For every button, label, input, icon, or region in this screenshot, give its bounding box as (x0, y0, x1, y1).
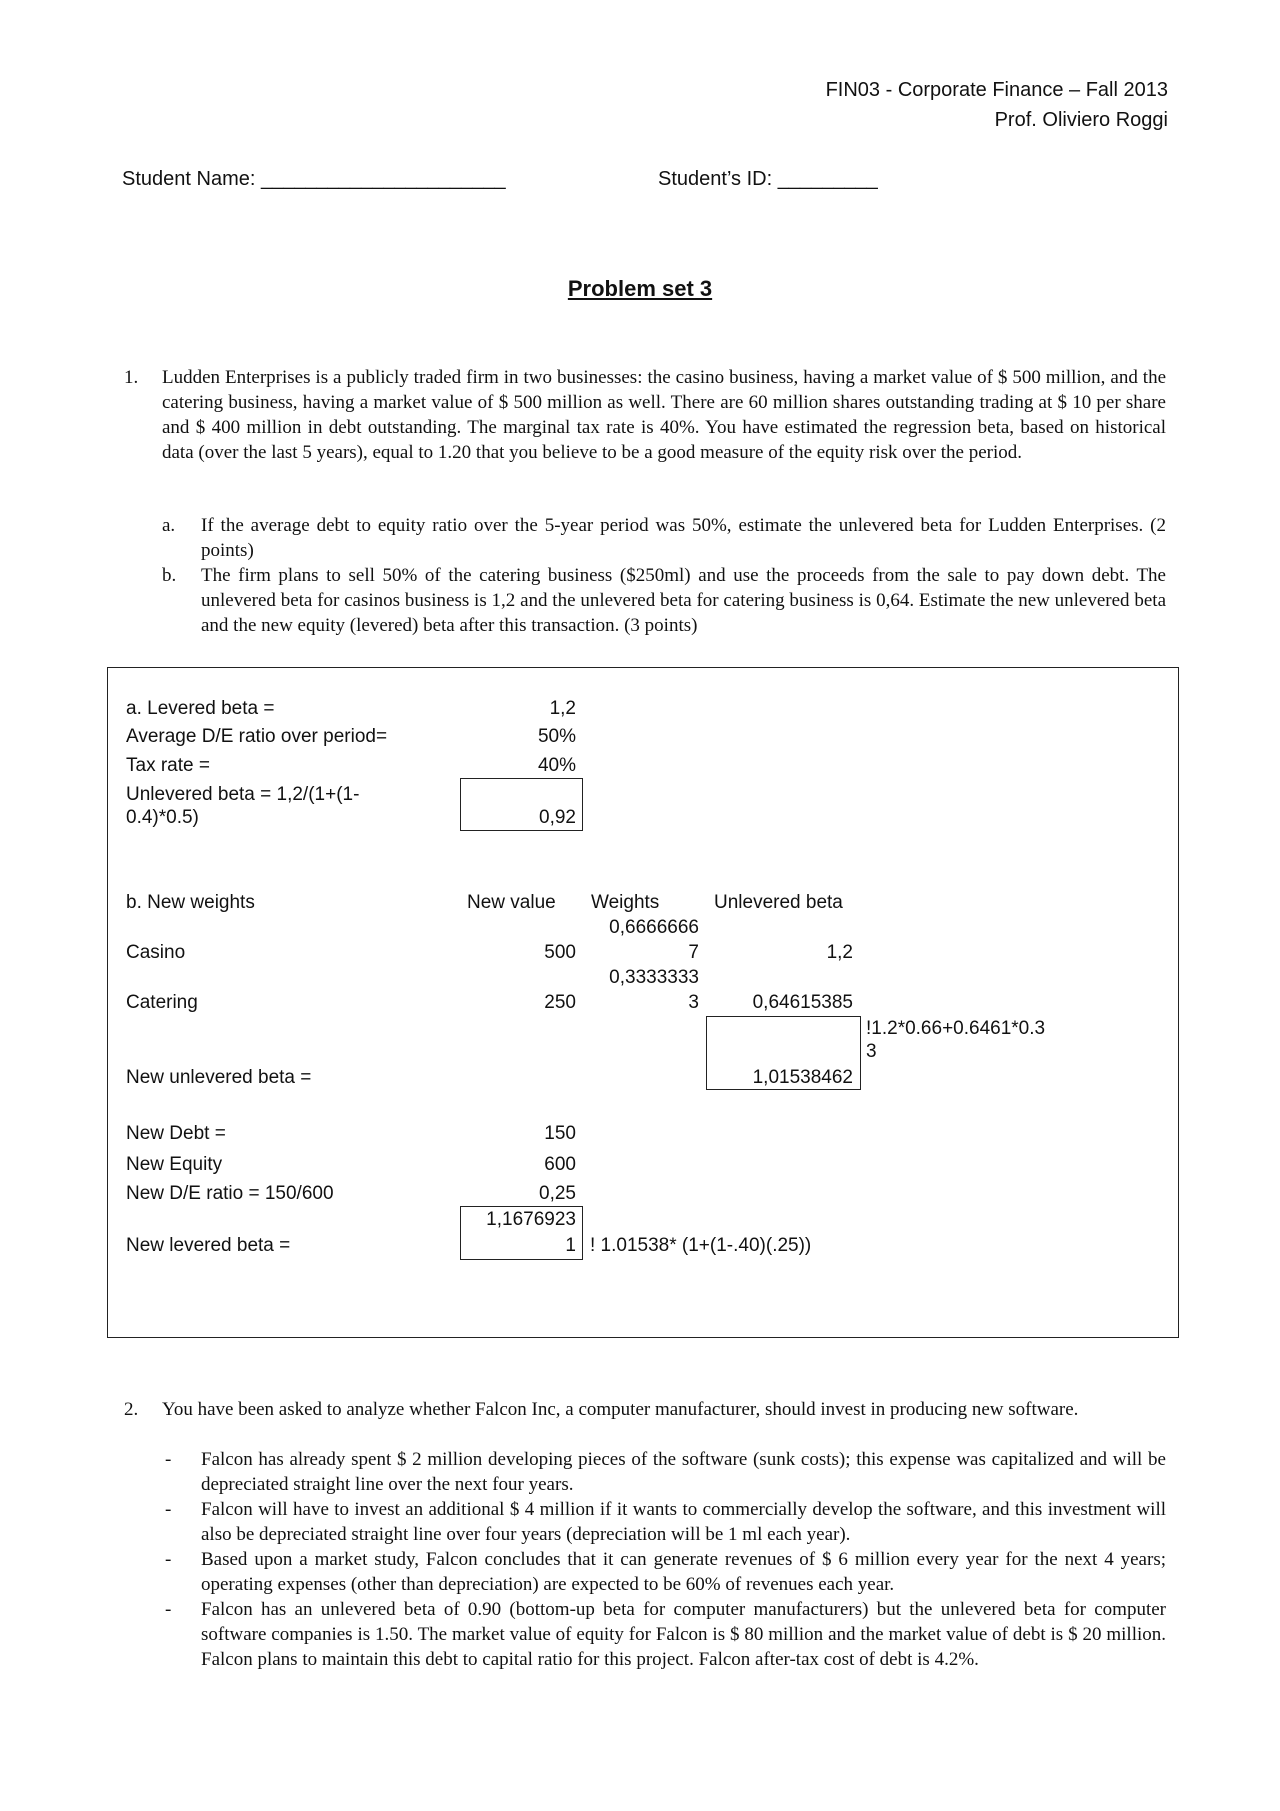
problem-1-number: 1. (124, 367, 139, 388)
catering-value: 250 (544, 992, 576, 1013)
problem-2-number: 2. (124, 1399, 139, 1420)
unlevered-beta-note-line1: !1.2*0.66+0.6461*0.3 (866, 1018, 1046, 1039)
catering-weight-line1: 0,3333333 (609, 967, 699, 988)
problem-2-bullet-2: Falcon will have to invest an additional $ 4 million if it wants to commercially develop the software, and this investment will also be depreciated straight line over four years (depreciation will be 1 ml each year). (201, 1499, 1166, 1545)
new-unlevered-beta-label: New unlevered beta = (126, 1067, 312, 1088)
casino-unlevered-beta: 1,2 (826, 942, 853, 963)
average-de-value: 50% (537, 726, 576, 747)
professor-header: Prof. Oliviero Roggi (994, 109, 1168, 131)
new-debt-label: New Debt = (126, 1123, 226, 1144)
levered-beta-value: 1,2 (549, 698, 576, 719)
casino-value: 500 (544, 942, 576, 963)
problem-2-bullet-1: Falcon has already spent $ 2 million developing pieces of the software (sunk costs); this expense was capitalized and will be depreciated straight line over the next four years. (201, 1449, 1166, 1495)
problem-1b-letter: b. (162, 565, 177, 586)
catering-weight-line2: 3 (688, 992, 699, 1013)
page-title: Problem set 3 (567, 276, 713, 301)
average-de-label: Average D/E ratio over period= (126, 726, 388, 747)
unlevered-beta-value: 0,92 (539, 807, 576, 828)
problem-1a-text: If the average debt to equity ratio over the 5-year period was 50%, estimate the unlevered beta for Ludden Enterprises. (2 points) (201, 515, 1166, 561)
student-name-field[interactable]: Student Name: ______________________ (122, 168, 506, 190)
new-levered-beta-label: New levered beta = (126, 1235, 291, 1256)
new-levered-beta-value-line2: 1 (565, 1235, 576, 1256)
unlevered-beta-label-line2: 0.4)*0.5) (126, 807, 199, 828)
catering-unlevered-beta: 0,64615385 (752, 992, 853, 1013)
new-equity-label: New Equity (126, 1154, 223, 1175)
bullet-dash: - (165, 1449, 172, 1470)
new-levered-beta-value-line1: 1,1676923 (486, 1209, 576, 1230)
unlevered-beta-note-line2: 3 (866, 1041, 877, 1062)
new-equity-value: 600 (544, 1154, 576, 1175)
tax-rate-label: Tax rate = (126, 755, 210, 776)
new-levered-beta-note: ! 1.01538* (1+(1-.40)(.25)) (590, 1235, 812, 1256)
levered-beta-label: a. Levered beta = (126, 698, 275, 719)
problem-1b-text: The firm plans to sell 50% of the catering business ($250ml) and use the proceeds from the sale to pay down debt. The unlevered beta for casinos business is 1,2 and the unlevered beta for catering business is 0,64. Estimate the new unlevered beta and the new equity (levered) beta after this transaction. (3 points) (201, 565, 1166, 636)
student-id-field[interactable]: Student’s ID: _________ (658, 168, 878, 190)
column-weights: Weights (591, 892, 660, 913)
problem-2-bullet-4: Falcon has an unlevered beta of 0.90 (bottom-up beta for computer manufacturers) but the unlevered beta for computer software companies is 1.50. The market value of equity for Falcon is $ 80 million and the market value of debt is $ 20 million. Falcon plans to maintain this debt to capital ratio for this project. Falcon after-tax cost of debt is 4.2%. (201, 1599, 1166, 1670)
tax-rate-value: 40% (537, 755, 576, 776)
unlevered-beta-label-line1: Unlevered beta = 1,2/(1+(1- (126, 784, 360, 805)
catering-label: Catering (126, 992, 198, 1013)
problem-1-text: Ludden Enterprises is a publicly traded firm in two businesses: the casino business, having a market value of $ 500 million, and the catering business, having a market value of $ 500 million as well. There are 60 million shares outstanding trading at $ 10 per share and $ 400 million in debt outstanding. The marginal tax rate is 40%. You have estimated the regression beta, based on historical data (over the last 5 years), equal to 1.20 that you believe to be a good measure of the equity risk over the period. (162, 367, 1166, 463)
new-debt-value: 150 (544, 1123, 576, 1144)
column-new-value: New value (467, 892, 556, 913)
problem-2-text: You have been asked to analyze whether Falcon Inc, a computer manufacturer, should invest in producing new software. (162, 1399, 1079, 1420)
new-de-ratio-label: New D/E ratio = 150/600 (126, 1183, 334, 1204)
problem-2-bullet-3: Based upon a market study, Falcon concludes that it can generate revenues of $ 6 million every year for the next 4 years; operating expenses (other than depreciation) are expected to be 60% of revenues each year. (201, 1549, 1166, 1595)
new-weights-label: b. New weights (126, 892, 255, 913)
casino-label: Casino (126, 942, 186, 963)
column-unlevered-beta: Unlevered beta (714, 892, 843, 913)
new-unlevered-beta-value: 1,01538462 (752, 1067, 853, 1088)
casino-weight-line2: 7 (688, 942, 699, 963)
bullet-dash: - (165, 1549, 172, 1570)
course-header: FIN03 - Corporate Finance – Fall 2013 (825, 79, 1168, 101)
new-de-ratio-value: 0,25 (539, 1183, 576, 1204)
bullet-dash: - (165, 1499, 172, 1520)
problem-1a-letter: a. (162, 515, 176, 536)
bullet-dash: - (165, 1599, 172, 1620)
casino-weight-line1: 0,6666666 (609, 917, 699, 938)
